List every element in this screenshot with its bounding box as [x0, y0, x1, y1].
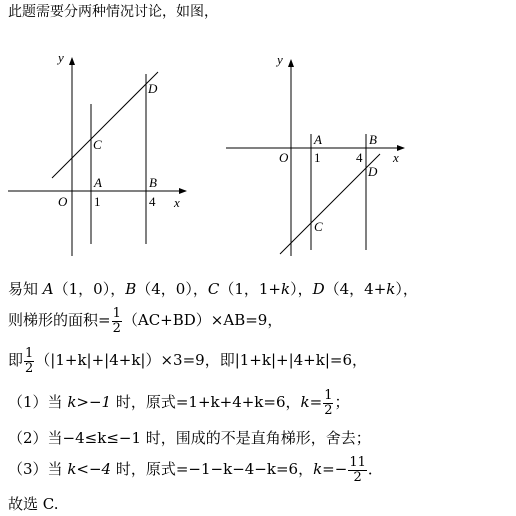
fig1-point-c: C: [93, 137, 102, 152]
coordinates-line: 易知 A（1，0），B（4，0），C（1，1+k），D（4，4+k），: [8, 280, 418, 298]
fraction-case3: $\frac{11}{2}$: [349, 454, 366, 485]
fig1-point-a: A: [94, 175, 102, 190]
fig1-tick-1: 1: [94, 194, 101, 209]
fig1-axis-x-label: x: [174, 195, 180, 210]
case-2-line: （2）当−4≤k≤−1 时，围成的不是直角梯形，舍去；: [8, 429, 371, 447]
fig1-axis-y-label: y: [58, 50, 64, 65]
area-line: 则梯形的面积= $\frac{1}{2}$ （AC+BD）×AB=9，: [8, 305, 283, 336]
fig2-point-d: D: [368, 164, 378, 179]
fraction-half: $\frac{1}{2}$: [112, 305, 121, 336]
fig1-tick-4: 4: [149, 194, 156, 209]
fig1-point-b: B: [149, 175, 157, 190]
fig1-point-d: D: [148, 81, 158, 96]
case-1-line: （1）当 k>−1 时，原式=1+k+4+k=6，k= $\frac{1}{2}$ ；: [8, 387, 350, 418]
fig1-diagonal: [52, 72, 158, 178]
fig2-axis-x-label: x: [393, 150, 399, 165]
case-3-line: （3）当 k<−4 时，原式=−1−k−4−k=6，k=− $\frac{11}{2}$ ．: [8, 454, 383, 485]
fig2-tick-1: 1: [314, 150, 321, 165]
fig2-diagonal: [280, 154, 380, 254]
fraction-half-2: $\frac{1}{2}$: [25, 345, 34, 376]
equation-line: 即 $\frac{1}{2}$ （|1+k|+|4+k|）×3=9，即|1+k|+|4+k|=6，: [8, 345, 368, 376]
fig2-point-a: A: [314, 132, 322, 147]
fig2-origin-label: O: [279, 150, 289, 165]
fig2-point-b: B: [369, 132, 377, 147]
fig2-point-c: C: [314, 219, 323, 234]
fig2-tick-4: 4: [356, 150, 363, 165]
fig1-origin-label: O: [58, 194, 68, 209]
fraction-case1: $\frac{1}{2}$: [324, 387, 333, 418]
answer-line: 故选 C.: [8, 495, 59, 513]
figure-1-graph: [8, 58, 186, 256]
intro-text: 此题需要分两种情况讨论，如图，: [8, 4, 218, 20]
fig2-axis-y-label: y: [277, 52, 283, 67]
